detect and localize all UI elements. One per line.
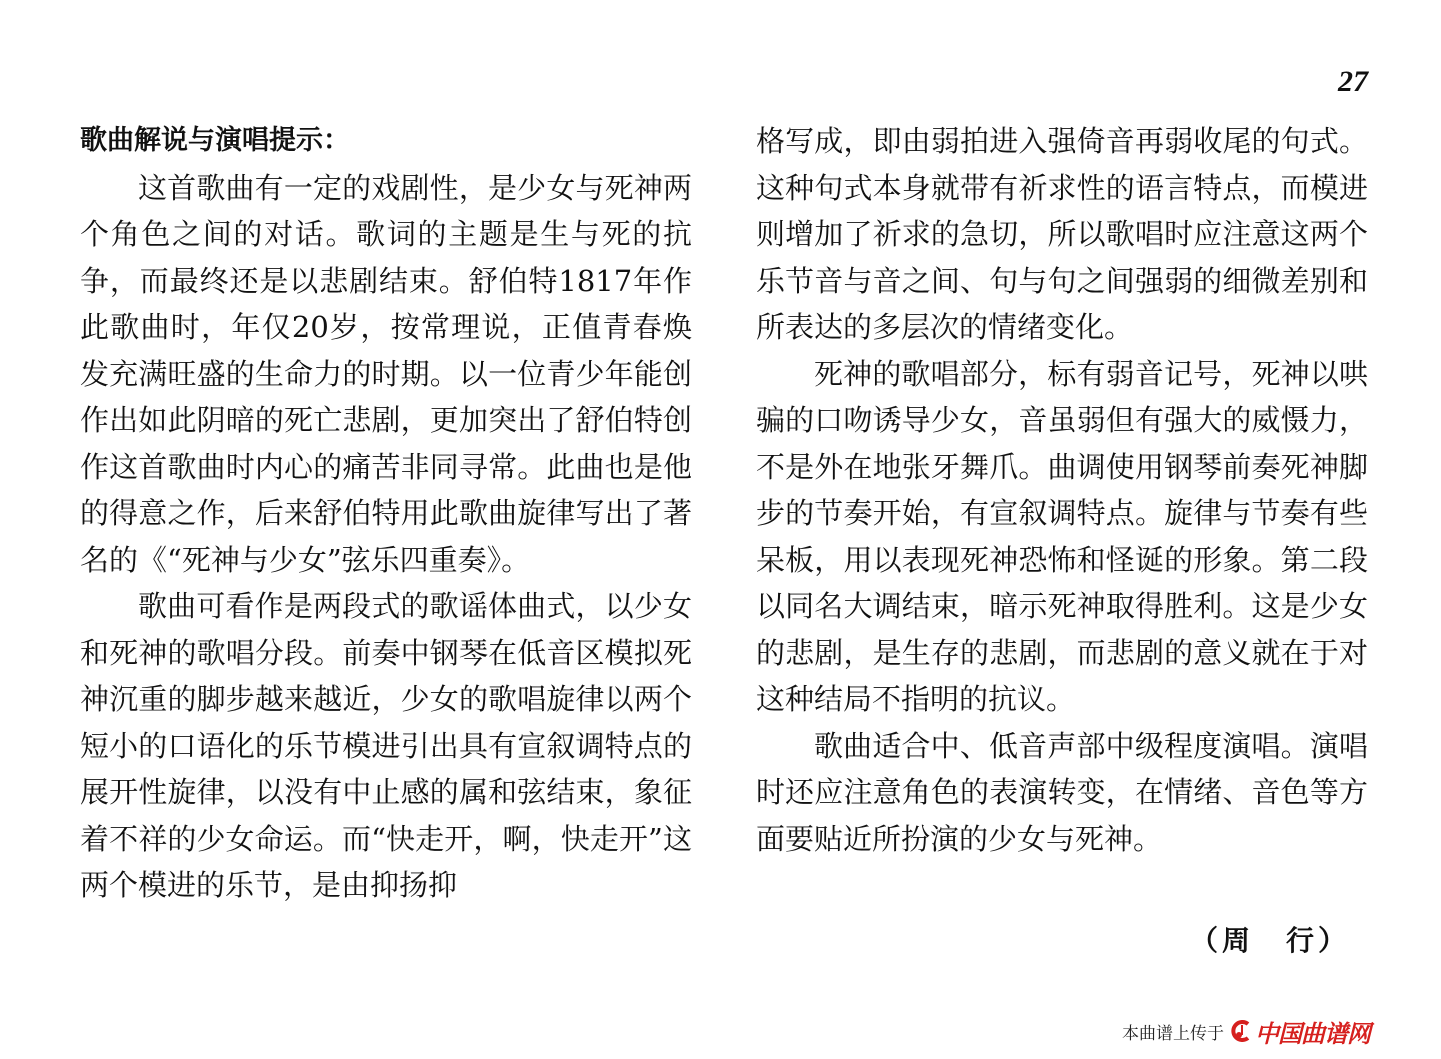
- left-column: [80, 118, 692, 909]
- right-column: [756, 118, 1368, 862]
- music-note-logo-icon: [1230, 1020, 1252, 1042]
- paragraph-4: 歌曲适合中、低音声部中级程度演唱。演唱时还应注意角色的表演转变，在情绪、音色等方面要贴近所扮演的少女与死神。: [756, 728, 1368, 856]
- site-watermark: [1122, 1014, 1370, 1048]
- watermark-brand: 中国曲谱网: [1255, 1019, 1370, 1048]
- watermark-prefix: 本曲谱上传于: [1122, 1023, 1224, 1044]
- author-credit: （周 行）: [1190, 924, 1351, 957]
- section-heading: 歌曲解说与演唱提示：: [80, 125, 350, 156]
- paragraph-2-continued: 格写成，即由弱拍进入强倚音再弱收尾的句式。这种句式本身就带有祈求性的语言特点，而模进则增加了祈求的急切，所以歌唱时应注意这两个乐节音与音之间、句与句之间强弱的细微差别和所表达的多层次的情绪变化。: [756, 124, 1368, 344]
- page-number: 27: [1338, 65, 1368, 98]
- paragraph-2: 歌曲可看作是两段式的歌谣体曲式，以少女和死神的歌唱分段。前奏中钢琴在低音区模拟死神沉重的脚步越来越近，少女的歌唱旋律以两个短小的口语化的乐节模进引出具有宣叙调特点的展开性旋律，以没有中止感的属和弦结束，象征着不祥的少女命运。而“快走开，啊，快走开”这两个模进的乐节，是由抑扬抑: [80, 589, 692, 902]
- paragraph-1: 这首歌曲有一定的戏剧性，是少女与死神两个角色之间的对话。歌词的主题是生与死的抗争，而最终还是以悲剧结束。舒伯特1817年作此歌曲时，年仅20岁，按常理说，正值青春焕发充满旺盛的生命力的时期。以一位青少年能创作出如此阴暗的死亡悲剧，更加突出了舒伯特创作这首歌曲时内心的痛苦非同寻常。此曲也是他的得意之作，后来舒伯特用此歌曲旋律写出了著名的《“死神与少女”弦乐四重奏》。: [80, 170, 692, 577]
- paragraph-3: 死神的歌唱部分，标有弱音记号，死神以哄骗的口吻诱导少女，音虽弱但有强大的威慑力，不是外在地张牙舞爪。曲调使用钢琴前奏死神脚步的节奏开始，有宣叙调特点。旋律与节奏有些呆板，用以表现死神恐怖和怪诞的形象。第二段以同名大调结束，暗示死神取得胜利。这是少女的悲剧，是生存的悲剧，而悲剧的意义就在于对这种结局不指明的抗议。: [756, 356, 1368, 716]
